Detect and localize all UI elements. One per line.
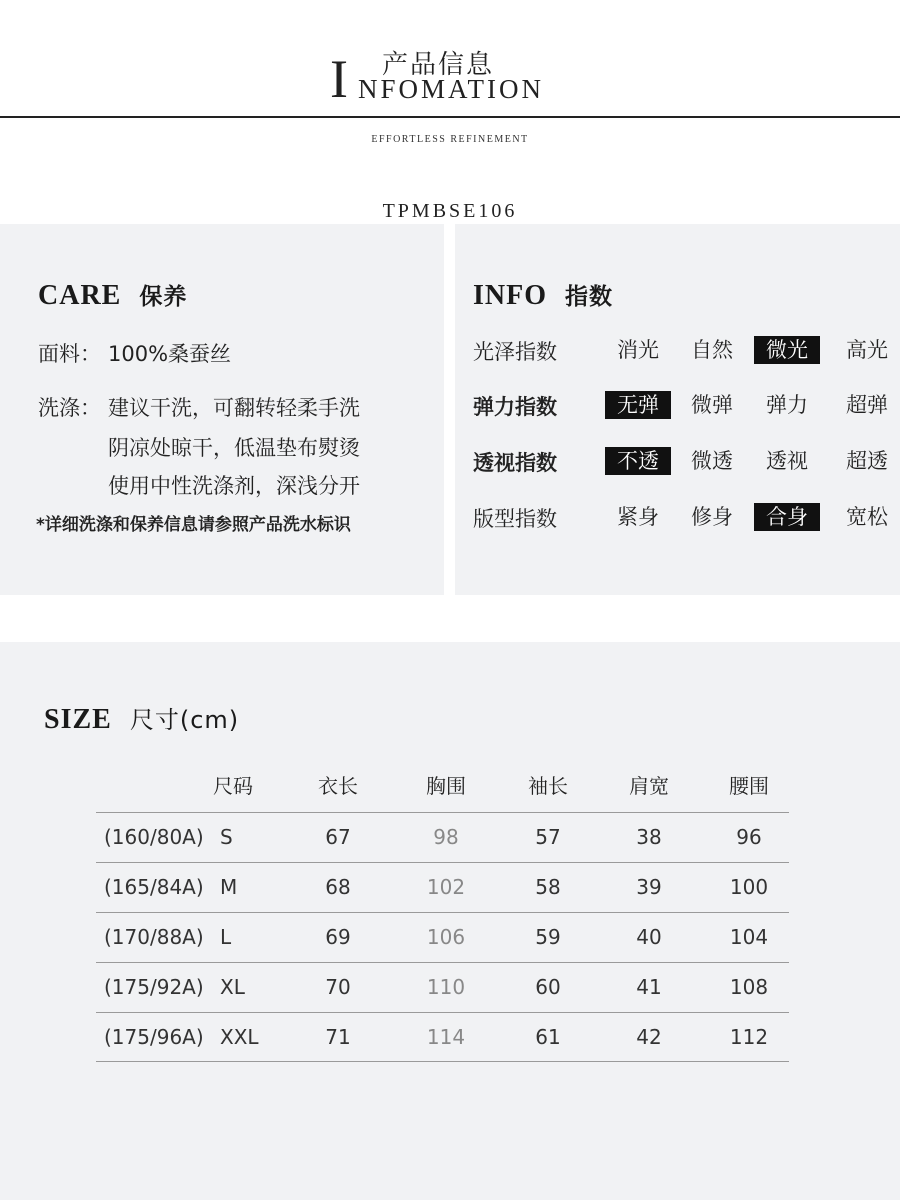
size-spec-cell: (175/96A) (104, 1025, 204, 1049)
size-label-cell: S (220, 825, 233, 849)
care-title (38, 278, 187, 312)
size-value-cell: 42 (636, 1025, 662, 1049)
size-label-cell: XL (220, 975, 245, 999)
size-value-cell: 69 (325, 925, 351, 949)
wash-row (38, 392, 360, 422)
size-value-cell: 102 (426, 875, 466, 899)
size-value-cell: 57 (535, 825, 561, 849)
info-option: 超弹 (846, 393, 888, 417)
size-value-cell: 112 (729, 1025, 769, 1049)
info-row-label: 光泽指数 (473, 340, 557, 364)
size-value-cell: 71 (325, 1025, 351, 1049)
size-value-cell: 39 (636, 875, 662, 899)
info-row (473, 391, 893, 421)
info-option: 微弹 (691, 393, 733, 417)
fabric-value: 100%桑蚕丝 (108, 342, 232, 366)
size-title-cn: 尺寸(cm) (129, 706, 240, 734)
fabric-label: 面料： (38, 342, 101, 366)
size-header-cell: 腰围 (729, 774, 769, 798)
care-title-cn: 保养 (139, 284, 188, 310)
info-row-label: 版型指数 (473, 507, 557, 531)
wash-line-3: 使用中性洗涤剂，深浅分开 (108, 474, 360, 498)
table-row (96, 912, 789, 962)
size-value-cell: 106 (426, 925, 466, 949)
info-title-cn: 指数 (565, 284, 613, 310)
info-option-selected: 合身 (754, 503, 820, 531)
size-value-cell: 38 (636, 825, 662, 849)
info-option: 微透 (691, 449, 733, 473)
size-value-cell: 41 (636, 975, 662, 999)
table-row (96, 812, 789, 862)
size-value-cell: 68 (325, 875, 351, 899)
size-value-cell: 67 (325, 825, 351, 849)
info-option-selected: 无弹 (605, 391, 671, 419)
size-header-cell: 胸围 (426, 774, 466, 798)
wash-label: 洗涤： (38, 396, 101, 420)
page-header (0, 0, 900, 230)
info-option: 消光 (617, 338, 659, 362)
header-title-en: NFOMATION (358, 74, 545, 104)
info-option: 超透 (846, 449, 888, 473)
size-table (96, 770, 789, 1062)
care-panel (0, 224, 444, 595)
size-value-cell: 61 (535, 1025, 561, 1049)
size-section (0, 642, 900, 1200)
header-title-initial: I (330, 49, 348, 109)
fabric-row (38, 338, 231, 368)
info-row (473, 447, 893, 477)
size-label-cell: M (220, 875, 238, 899)
info-row-label: 透视指数 (473, 451, 557, 475)
info-option: 高光 (846, 338, 888, 362)
size-value-cell: 100 (729, 875, 769, 899)
size-value-cell: 59 (535, 925, 561, 949)
info-option: 透视 (766, 449, 808, 473)
size-value-cell: 114 (426, 1025, 466, 1049)
size-value-cell: 104 (729, 925, 769, 949)
size-title (44, 700, 239, 736)
table-row (96, 962, 789, 1012)
size-value-cell: 108 (729, 975, 769, 999)
size-value-cell: 70 (325, 975, 351, 999)
table-row (96, 862, 789, 912)
size-value-cell: 60 (535, 975, 561, 999)
size-spec-cell: (170/88A) (104, 925, 204, 949)
info-row (473, 503, 893, 533)
header-tagline: EFFORTLESS REFINEMENT (371, 134, 529, 145)
size-value-cell: 98 (433, 825, 459, 849)
size-spec-cell: (165/84A) (104, 875, 204, 899)
size-value-cell: 110 (426, 975, 466, 999)
info-panel (455, 224, 900, 595)
wash-line-2: 阴凉处晾干，低温垫布熨烫 (108, 436, 360, 460)
size-header-cell: 衣长 (318, 774, 358, 798)
size-header-cell: 尺码 (213, 774, 253, 798)
header-divider (0, 116, 900, 118)
table-row (96, 1012, 789, 1062)
size-label-cell: XXL (220, 1025, 259, 1049)
size-title-en: SIZE (44, 704, 112, 735)
info-option: 自然 (691, 338, 733, 362)
size-spec-cell: (175/92A) (104, 975, 204, 999)
info-row-label: 弹力指数 (473, 395, 557, 419)
size-label-cell: L (220, 925, 232, 949)
info-option-selected: 微光 (754, 336, 820, 364)
header-title-cn: 产品信息 (382, 50, 495, 80)
info-option: 宽松 (846, 505, 888, 529)
info-option: 弹力 (766, 393, 808, 417)
product-code: TPMBSE106 (382, 200, 518, 222)
size-table-header (96, 770, 789, 812)
size-header-cell: 肩宽 (629, 774, 669, 798)
size-value-cell: 40 (636, 925, 662, 949)
size-value-cell: 58 (535, 875, 561, 899)
info-option-selected: 不透 (605, 447, 671, 475)
size-value-cell: 96 (736, 825, 762, 849)
care-note: *详细洗涤和保养信息请参照产品洗水标识 (36, 515, 351, 535)
size-header-cell: 袖长 (528, 774, 568, 798)
wash-line-1: 建议干洗，可翻转轻柔手洗 (108, 396, 360, 420)
info-row (473, 336, 893, 366)
info-title-en: INFO (473, 280, 547, 311)
size-spec-cell: (160/80A) (104, 825, 204, 849)
info-option: 修身 (691, 505, 733, 529)
info-title (473, 278, 613, 312)
care-title-en: CARE (38, 280, 122, 311)
info-option: 紧身 (617, 505, 659, 529)
